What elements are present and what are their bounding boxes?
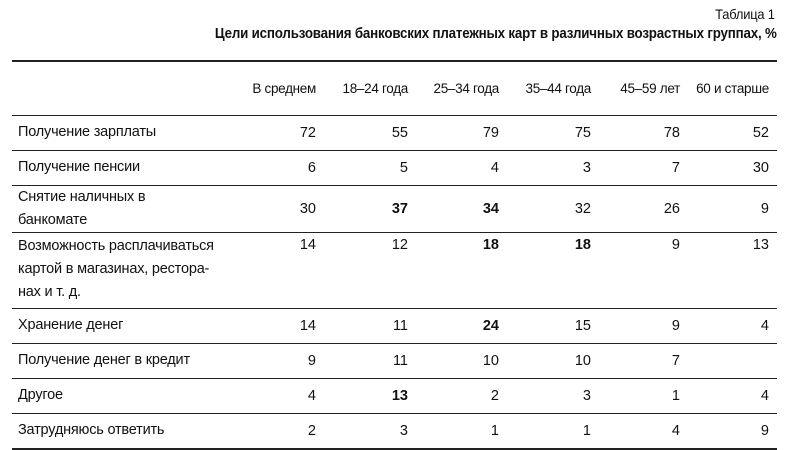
table-cell: 9 — [671, 236, 680, 253]
table-cell: 37 — [391, 200, 408, 217]
table-cell: 13 — [391, 387, 408, 404]
header-corner — [12, 61, 224, 115]
column-header: 35–44 года — [525, 80, 591, 96]
table-cell: 12 — [391, 236, 408, 253]
table-cell: 14 — [299, 317, 316, 334]
table-cell: 75 — [574, 124, 591, 141]
row-label: Получение пенсии — [18, 159, 140, 175]
column-header: 25–34 года — [433, 80, 499, 96]
table-title: Цели использования банковских платежных карт в различных возрастных группах, % — [215, 26, 777, 42]
table-cell: 7 — [671, 352, 680, 369]
table-cell: 2 — [490, 387, 499, 404]
table-cell: 3 — [582, 387, 591, 404]
table-row — [12, 343, 777, 378]
row-label: Хранение денег — [18, 317, 124, 333]
table-cell: 1 — [582, 422, 591, 439]
row-label-multiline — [12, 232, 224, 308]
table-row — [12, 308, 777, 343]
row-label: Затрудняюсь ответить — [18, 422, 165, 438]
table-cell: 10 — [482, 352, 499, 369]
table-cell: 3 — [582, 159, 591, 176]
table-cell: 11 — [392, 352, 408, 369]
table-cell: 9 — [760, 200, 769, 217]
table-cell: 52 — [752, 124, 769, 141]
table-row — [12, 115, 777, 150]
table-cell — [688, 343, 777, 378]
table-cell: 55 — [391, 124, 408, 141]
data-table — [12, 60, 777, 450]
column-header: 18–24 года — [342, 80, 408, 96]
table-cell: 13 — [752, 236, 769, 253]
table-cell: 72 — [299, 124, 316, 141]
table-cell: 1 — [671, 387, 680, 404]
row-label-line: Возможность расплачиваться — [18, 237, 214, 254]
row-label: Другое — [18, 387, 63, 403]
table-cell: 4 — [760, 317, 769, 334]
table-cell: 34 — [482, 200, 499, 217]
table-cell: 7 — [671, 159, 680, 176]
table-cell: 79 — [482, 124, 499, 141]
table-cell: 32 — [574, 200, 591, 217]
table-cell: 4 — [307, 387, 316, 404]
table-row — [12, 378, 777, 413]
column-header: 45–59 лет — [620, 80, 680, 96]
table-cell: 26 — [663, 200, 680, 217]
table-cell: 4 — [760, 387, 769, 404]
table-cell: 3 — [399, 422, 408, 439]
row-label: Получение зарплаты — [18, 124, 156, 140]
table-row — [12, 232, 777, 308]
table-row — [12, 413, 777, 449]
column-header: 60 и старше — [696, 80, 769, 96]
table-cell: 4 — [490, 159, 499, 176]
row-label: Получение денег в кредит — [18, 352, 190, 368]
row-label-line: нах и т. д. — [18, 283, 81, 300]
table-cell: 2 — [307, 422, 316, 439]
row-label: Снятие наличных в банкомате — [18, 188, 146, 228]
table-cell: 4 — [671, 422, 680, 439]
table-cell: 15 — [574, 317, 591, 334]
table-cell: 5 — [399, 159, 408, 176]
table-cell: 78 — [663, 124, 680, 141]
column-header: В среднем — [252, 80, 316, 96]
table-cell: 24 — [482, 317, 499, 334]
table-cell: 30 — [299, 200, 316, 217]
table-cell: 9 — [760, 422, 769, 439]
table-cell: 14 — [299, 236, 316, 253]
table-row — [12, 150, 777, 185]
table-row — [12, 185, 777, 232]
table-cell: 18 — [482, 236, 499, 253]
table-cell: 10 — [574, 352, 591, 369]
header-row — [12, 61, 777, 115]
table-cell: 18 — [574, 236, 591, 253]
table-cell: 30 — [752, 159, 769, 176]
table-cell: 1 — [490, 422, 499, 439]
table-number: Таблица 1 — [715, 6, 775, 22]
table-cell: 9 — [307, 352, 316, 369]
row-label-line: картой в магазинах, рестора- — [18, 260, 210, 277]
table-cell: 11 — [392, 317, 408, 334]
table-cell: 6 — [307, 159, 316, 176]
table-cell: 9 — [671, 317, 680, 334]
